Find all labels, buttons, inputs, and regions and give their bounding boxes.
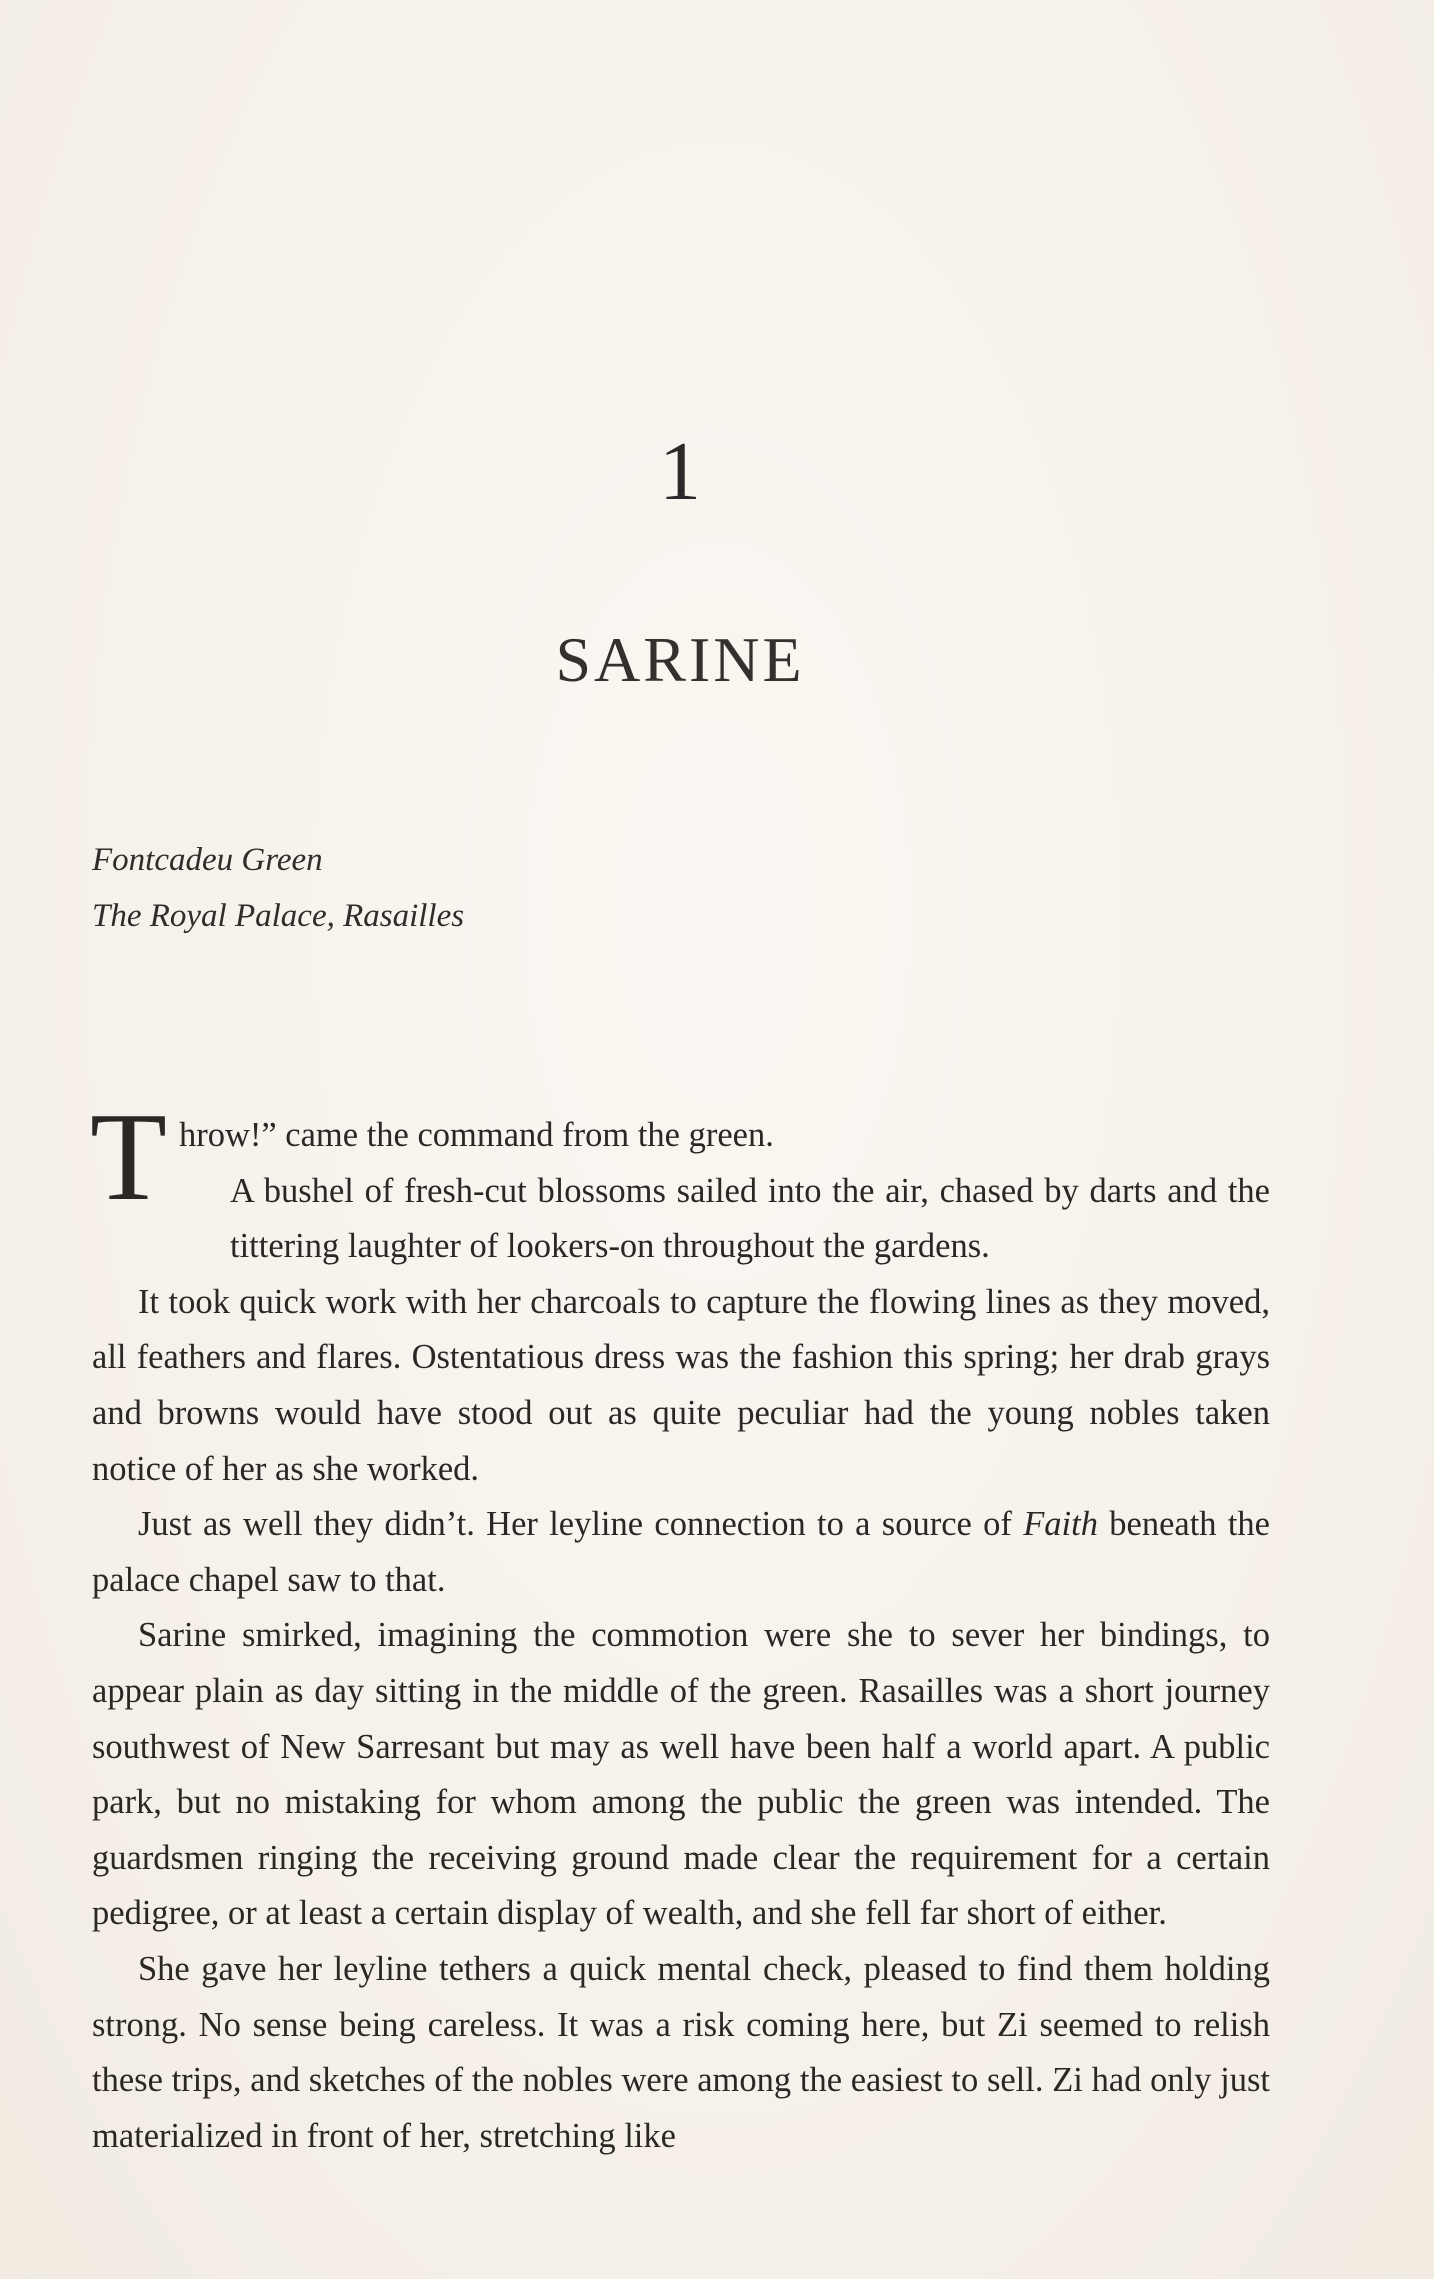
paragraph-3: It took quick work with her charcoals to capture the flowing lines as they moved, all feathers and flares. Ostentatious dress was the fashion this spring; her drab grays and browns would have stood out as quite peculiar had the young nobles taken notice of her as she worked.: [92, 1282, 1270, 1488]
paragraph-1-text: hrow!” came the command from the green.: [178, 1116, 774, 1154]
chapter-number: 1: [659, 425, 701, 518]
body-text: [90, 1088, 1270, 2164]
location-line-1: Fontcadeu Green: [92, 842, 323, 878]
chapter-title: SARINE: [555, 624, 805, 695]
location-heading: [92, 832, 464, 944]
paragraph-4: [92, 1497, 1270, 1608]
paragraph-4-end: beneath the palace chapel saw to that.: [92, 1505, 1270, 1599]
paragraph-4-emphasis: Faith: [1023, 1505, 1098, 1544]
drop-cap: T: [90, 1088, 167, 1227]
paragraph-2: A bushel of fresh-cut blossoms sailed into the air, chased by darts and the tittering laughter of lookers-on throughout the gardens.: [230, 1171, 1270, 1266]
paragraph-5: Sarine smirked, imagining the commotion were she to sever her bindings, to appear plain as day sitting in the middle of the green. Rasailles was a short journey southwest of New Sarresant but may as well have been half a world apart. A public park, but no mistaking for whom among the public the green was intended. The guardsmen ringing the receiving ground made clear the requirement for a certain pedigree, or at least a certain display of wealth, and she fell far short of either.: [92, 1616, 1270, 1933]
location-line-2: The Royal Palace, Rasailles: [92, 898, 465, 934]
paragraph-6: She gave her leyline tethers a quick mental check, pleased to find them holding strong. No sense being careless. It was a risk coming here, but Zi seemed to relish these trips, and sketches of the nobles were among the easiest to sell. Zi had only just materialized in front of her, stretching like: [92, 1949, 1270, 2155]
paragraph-4-start: Just as well they didn’t. Her leyline connection to a source of: [138, 1505, 1024, 1544]
